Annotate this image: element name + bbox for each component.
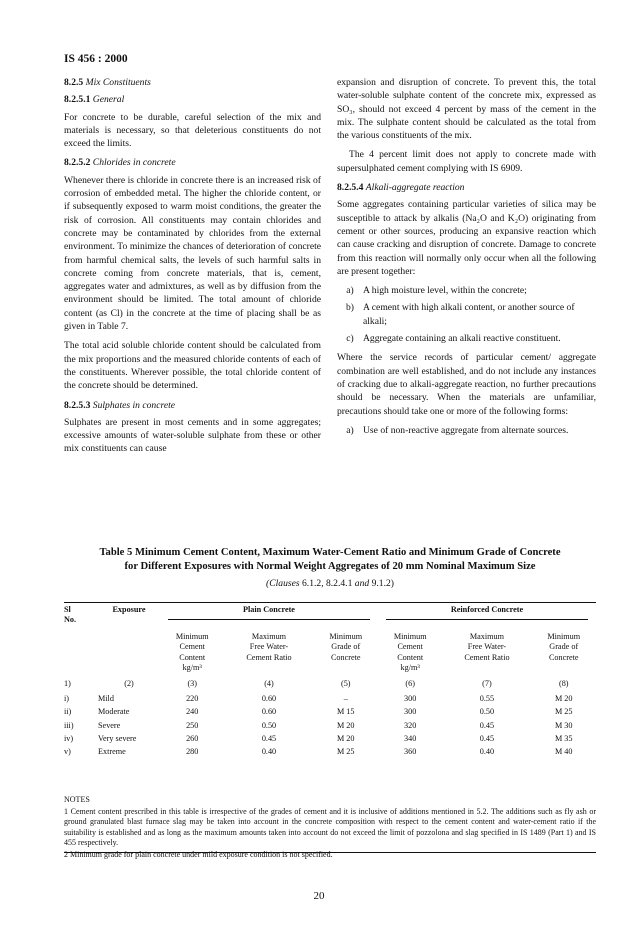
standard-header: IS 456 : 2000: [64, 53, 128, 65]
paragraph-sulphates-continued: expansion and disruption of concrete. To prevent this, the total water-soluble sulphate content of the concrete mix, expressed as SO₃, should not exceed 4 percent by mass of the cement in the mix. The sulphate content should be calculated as the total from the various constituents of the mix.: [337, 77, 596, 142]
section-8-2-5-heading: 8.2.5 Mix Constituents: [64, 77, 151, 88]
table-column-number-row: [64, 673, 596, 689]
subheader-cell: Minimum Cement Content kg/m³: [175, 631, 209, 673]
table-bottom-rule: [64, 852, 596, 853]
table-5-clauses: (Clauses 6.1.2, 8.2.4.1 and 9.1.2): [266, 578, 394, 589]
right-column: [337, 76, 596, 443]
subheader-cell: Minimum Grade of Concrete: [547, 631, 581, 662]
column-number: (3): [187, 679, 197, 689]
table-subheader-row: [64, 626, 596, 674]
list-item: a) A high moisture level, within the concrete;: [346, 285, 527, 297]
list-item: a) Use of non-reactive aggregate from alternate sources.: [346, 424, 569, 436]
reinforced-group-rule: [386, 619, 588, 620]
subheader-cell: Minimum Cement Content kg/m³: [393, 631, 427, 673]
column-number: 1): [64, 679, 71, 689]
table-row: iv) Very severe 260 0.45 M 20 340 0.45 M 35: [64, 734, 573, 744]
section-8-2-5-4-heading: 8.2.5.4 Alkali-aggregate reaction: [337, 182, 465, 194]
table-top-rule: [64, 602, 596, 603]
paragraph-alkali: Some aggregates containing particular varieties of silica may be susceptible to attack by alkalis (Na₂O and K₂O) originating from cement or other sources, producing an expansive reaction which can cause cracking and disruption of concrete. Damage to concrete from this reaction will normally only occur when all the following are present together:: [337, 199, 596, 277]
header-plain-concrete: Plain Concrete: [160, 605, 378, 626]
table-group-header-row: [64, 605, 596, 626]
note-2: 2 Minimum grade for plain concrete under mild exposure condition is not specified.: [64, 850, 333, 860]
list-item: b) A cement with high alkali content, or another source of alkali;: [346, 302, 575, 327]
note-1: 1 Cement content prescribed in this table is irrespective of the grades of cement and it is inclusive of additions mentioned in 5.2. The additions such as fly ash or ground granulated blast furnace slag may be taken into account in the concrete composition with respect to the cement content and water-cement ratio if the suitability is established and as long as the maximum amounts taken into account do not exceed the limit of pozzolona and slag specified in IS 1489 (Part 1) and IS 455 respectively.: [64, 807, 596, 847]
table-row: iii) Severe 250 0.50 M 20 320 0.45 M 30: [64, 720, 573, 730]
table-5-caption: Table 5 Minimum Cement Content, Maximum Water-Cement Ratio and Minimum Grade of Concrete for Different Exposures with Normal Weight Aggregates of 20 mm Nominal Maximum Size: [99, 547, 561, 572]
paragraph-service-records: Where the service records of particular cement/ aggregate combination are well established, and do not include any instances of cracking due to alkali-aggregate reaction, no further precautions should be necessary. When the materials are unfamiliar, precautions should take one or more of the following forms:: [337, 352, 596, 417]
plain-group-rule: [168, 619, 370, 620]
header-sl-no: Sl No.: [64, 605, 77, 625]
column-number: (7): [482, 679, 492, 689]
header-reinforced-concrete: Reinforced Concrete: [378, 605, 596, 626]
paragraph-sulphates: Sulphates are present in most cements and in some aggregates; excessive amounts of water-soluble sulphate from these or other mix constituents can cause: [64, 416, 321, 455]
table-row: ii) Moderate 240 0.60 M 15 300 0.50 M 25: [64, 707, 573, 717]
column-number: (5): [340, 679, 351, 689]
subheader-cell: Maximum Free Water- Cement Ratio: [246, 631, 292, 662]
column-number: (2): [124, 679, 134, 689]
paragraph-4-percent-limit: The 4 percent limit does not apply to concrete made with supersulphated cement complying with IS 6909.: [337, 149, 596, 174]
section-8-2-5-3-heading: 8.2.5.3 Sulphates in concrete: [64, 399, 176, 411]
paragraph-general: For concrete to be durable, careful selection of the mix and materials is necessary, so that deleterious constituents do not exceed the limits.: [64, 111, 321, 150]
section-8-2-5-1-heading: 8.2.5.1 General: [64, 94, 125, 106]
column-number: (4): [264, 679, 274, 689]
notes-heading: NOTES: [64, 795, 90, 804]
table-5: [64, 605, 596, 758]
page-number: 20: [313, 890, 325, 902]
column-number: (6): [405, 679, 415, 689]
subheader-cell: Maximum Free Water- Cement Ratio: [464, 631, 510, 662]
table-row: i) Mild 220 0.60 – 300 0.55 M 20: [64, 693, 573, 703]
precautions-list: [337, 424, 596, 437]
section-8-2-5-2-heading: 8.2.5.2 Chlorides in concrete: [64, 157, 176, 169]
list-item: c) Aggregate containing an alkali reactive constituent.: [346, 333, 561, 345]
table-row: v) Extreme 280 0.40 M 25 360 0.40 M 40: [64, 747, 573, 757]
subheader-cell: Minimum Grade of Concrete: [329, 631, 363, 662]
paragraph-chlorides-2: The total acid soluble chloride content should be calculated from the mix proportions and the measured chloride contents of each of the constituents. Wherever possible, the total chloride content of the concrete should be determined.: [64, 340, 321, 392]
conditions-list: [337, 284, 596, 345]
left-column: [64, 76, 321, 462]
paragraph-chlorides-1: Whenever there is chloride in concrete there is an increased risk of corrosion of embedded metal. The higher the chloride content, or if subsequently exposed to warm moist conditions, the greater the risk of corrosion. All constituents may contain chlorides and concrete may be contaminated by chlorides from the external environment. To minimize the chances of deterioration of concrete from harmful chemical salts, the levels of such harmful salts in concrete coming from concrete materials, that is, cement, aggregates water and admixtures, as well as by diffusion from the environment should be limited. The total amount of chloride content (as Cl) in the concrete at the time of placing shall be as given in Table 7.: [64, 174, 321, 333]
header-exposure: Exposure: [112, 605, 146, 614]
column-number: (8): [558, 679, 569, 689]
